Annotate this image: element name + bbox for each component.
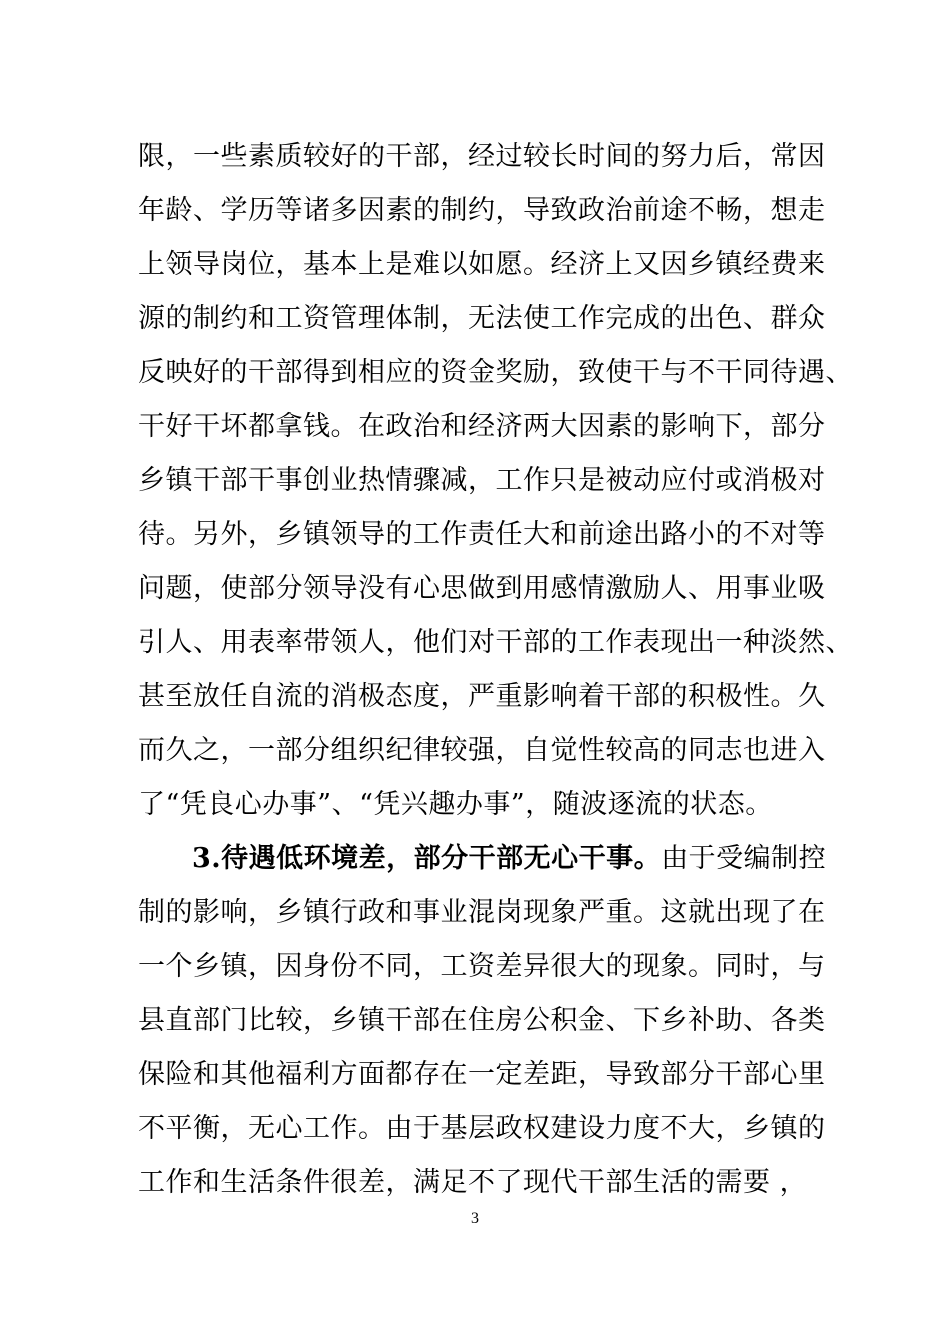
heading-continuation: 由于受编制控 — [661, 843, 827, 874]
text-line: 反映好的干部得到相应的资金奖励，致使干与不干同待遇、 — [138, 357, 853, 388]
text-line: 问题，使部分领导没有心思做到用感情激励人、用事业吸 — [138, 573, 826, 604]
text-line: 不平衡，无心工作。由于基层政权建设力度不大，乡镇的 — [138, 1113, 826, 1144]
text-line: 源的制约和工资管理体制，无法使工作完成的出色、群众 — [138, 303, 826, 334]
text-line: 待。另外，乡镇领导的工作责任大和前途出路小的不对等 — [138, 519, 826, 550]
text-line: 乡镇干部干事创业热情骤减，工作只是被动应付或消极对 — [138, 465, 826, 496]
body-text — [138, 130, 853, 1210]
text-line — [138, 832, 838, 886]
text-line: 县直部门比较，乡镇干部在住房公积金、下乡补助、各类 — [138, 1005, 826, 1036]
text-line: 干好干坏都拿钱。在政治和经济两大因素的影响下，部分 — [138, 411, 826, 442]
text-line: 限，一些素质较好的干部，经过较长时间的努力后，常因 — [138, 141, 826, 172]
page-number: 3 — [471, 1210, 479, 1227]
text-line: 而久之，一部分组织纪律较强，自觉性较高的同志也进入 — [138, 735, 826, 766]
text-line: 上领导岗位，基本上是难以如愿。经济上又因乡镇经费来 — [138, 249, 826, 280]
text-line: 了“凭良心办事”、“凭兴趣办事”，随波逐流的状态。 — [138, 789, 773, 820]
text-line: 甚至放任自流的消极态度，严重影响着干部的积极性。久 — [138, 681, 826, 712]
text-line: 制的影响，乡镇行政和事业混岗现象严重。这就出现了在 — [138, 897, 826, 928]
paragraph-1 — [138, 130, 853, 832]
paragraph-2 — [138, 832, 838, 1210]
text-line: 一个乡镇，因身份不同，工资差异很大的现象。同时，与 — [138, 951, 826, 982]
section-heading: 3.待遇低环境差，部分干部无心干事。 — [192, 843, 662, 874]
text-line: 引人、用表率带领人，他们对干部的工作表现出一种淡然、 — [138, 627, 853, 658]
text-line: 年龄、学历等诸多因素的制约，导致政治前途不畅，想走 — [138, 195, 826, 226]
text-line: 保险和其他福利方面都存在一定差距，导致部分干部心里 — [138, 1059, 826, 1090]
text-line: 工作和生活条件很差，满足不了现代干部生活的需要 ， — [138, 1167, 808, 1198]
